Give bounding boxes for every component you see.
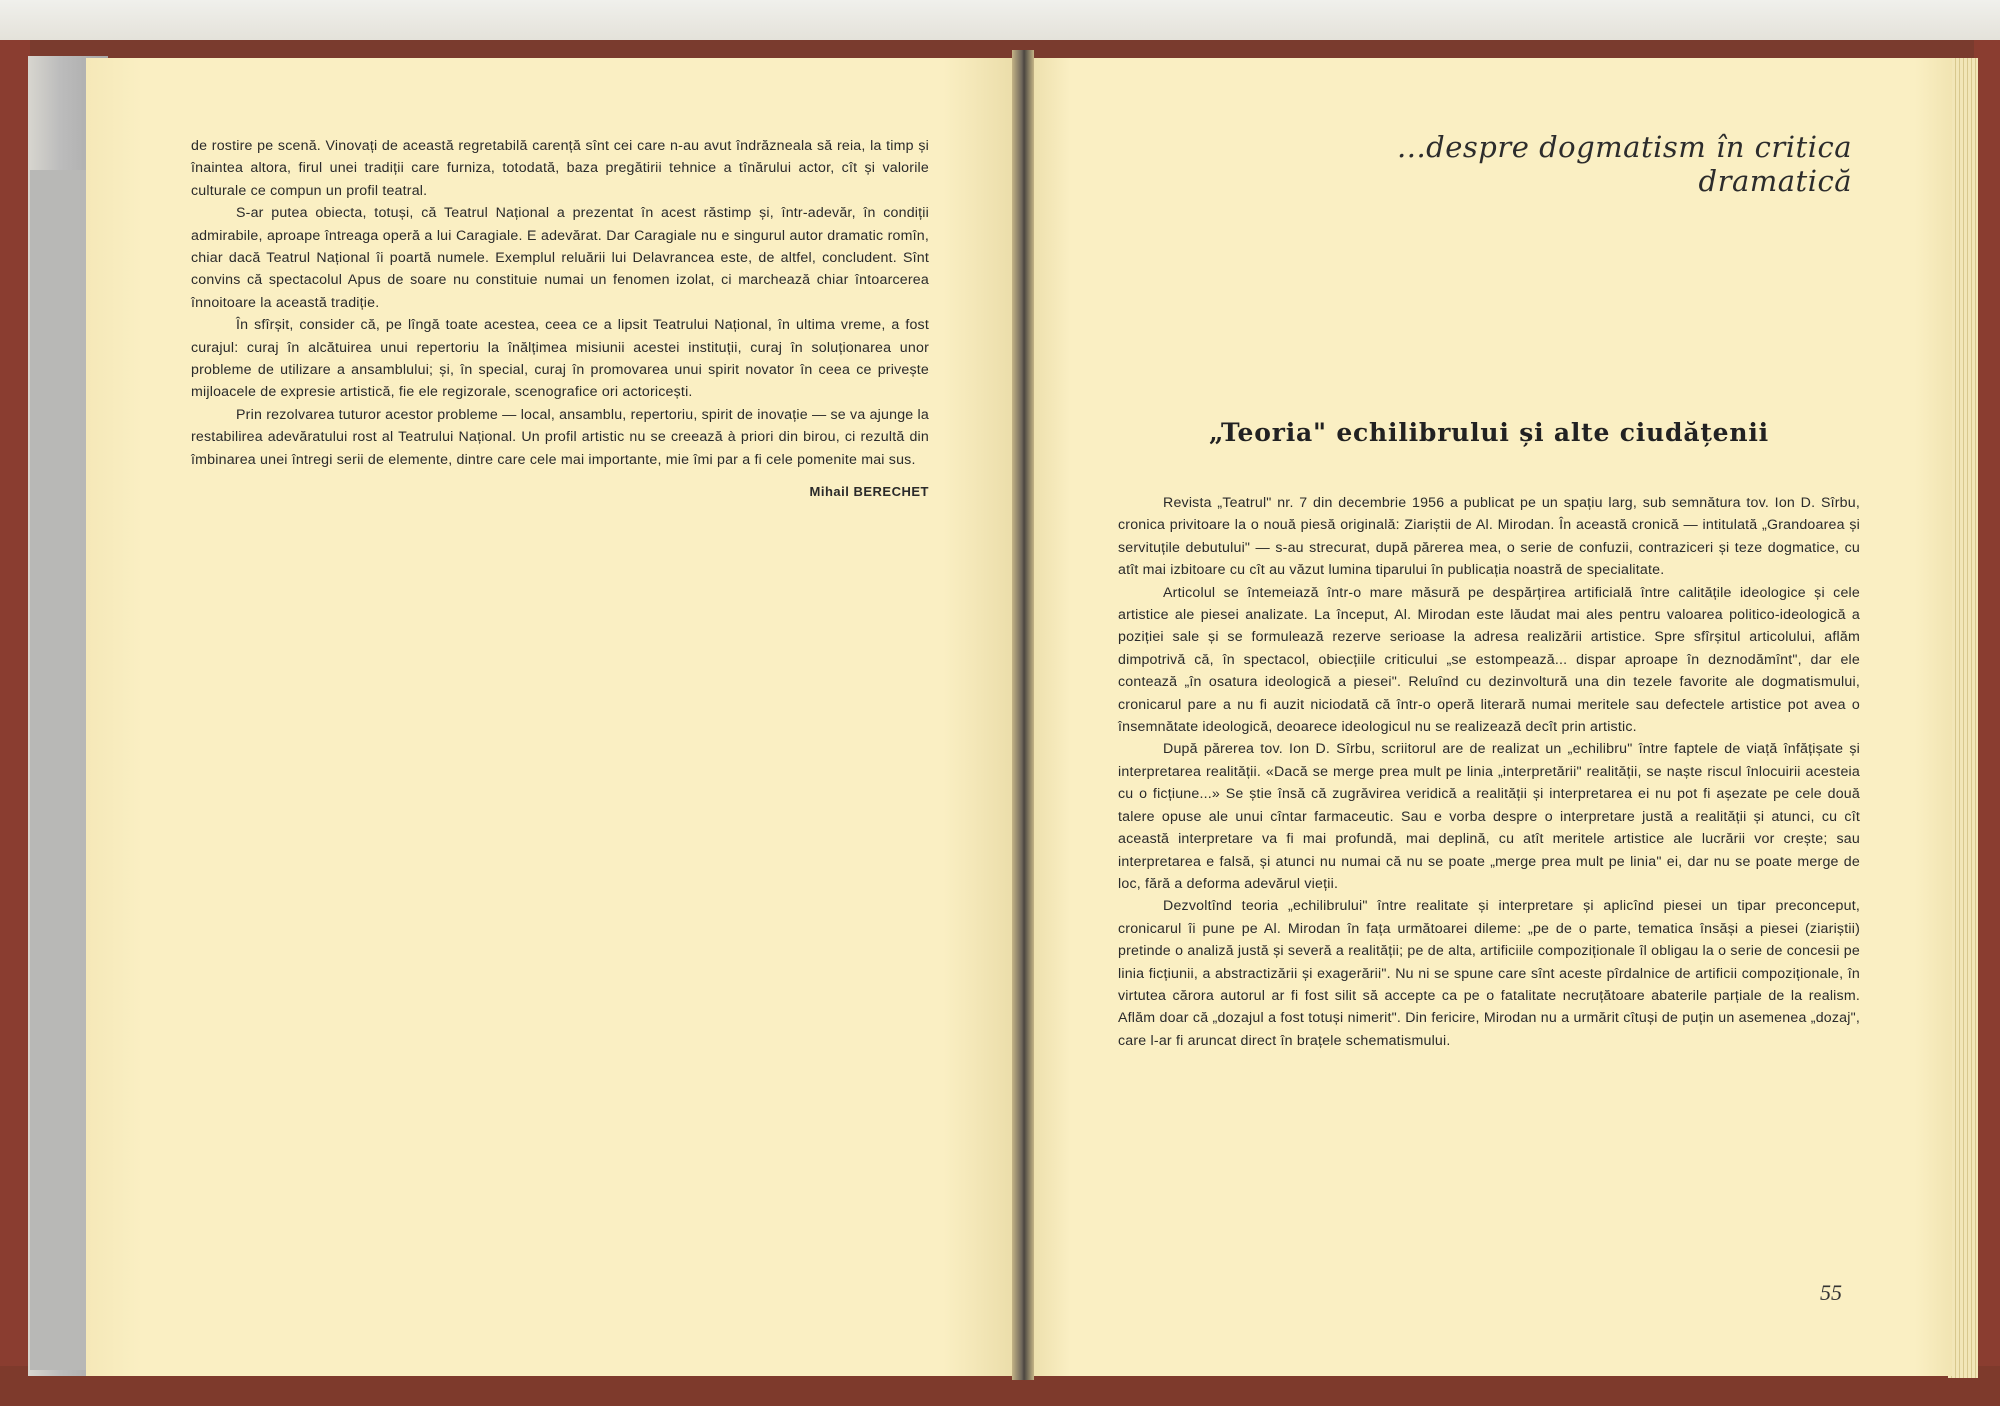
right-paragraph: După părerea tov. Ion D. Sîrbu, scriitorul are de realizat un „echilibru" între faptele de viață înfățișate și interpretarea realității. «Dacă se merge prea mult pe linia „interpretării" realității, se naște riscul înlocuirii acesteia cu o ficțiune...» Se știe însă că zugrăvirea veridică a realității și interpretarea ei nu pot fi așezate pe cele două talere opuse ale unui cîntar farmaceutic. Sau e vorba despre o interpretare justă a realității și atunci, cu cît această interpretare va fi mai profundă, mai deplină, cu atît meritele artistice ale lucrării vor crește; sau interpretarea e falsă, și atunci nu numai că nu se poate „merge prea mult pe linia" ei, dar nu se poate merge de loc, fără a deforma adevărul vieții. [1118, 741, 1860, 892]
page-number: 55 [1820, 1280, 1842, 1305]
underlying-page-strip [30, 170, 88, 1370]
book-binding-top [0, 0, 2000, 40]
left-page-text [191, 135, 929, 504]
article-title: „Teoria" echilibrului și alte ciudățenii [1209, 418, 1769, 447]
page-edges-right [1948, 58, 1978, 1378]
right-paragraph: Revista „Teatrul" nr. 7 din decembrie 1956 a publicat pe un spațiu larg, sub semnătura tov. Ion D. Sîrbu, cronica privitoare la o nouă piesă originală: Ziariștii de Al. Mirodan. În această cronică — intitulată „Grandoarea și servituțile debutului" — s-au strecurat, după părerea mea, o serie de confuzii, contraziceri și teze dogmatice, cu atît mai izbitoare cu cît au văzut lumina tiparului în publicația noastră de specialitate. [1118, 495, 1860, 579]
author-signature: Mihail BERECHET [809, 484, 929, 500]
right-paragraph: Dezvoltînd teoria „echilibrului" între realitate și interpretare și aplicînd piesei un tipar preconceput, cronicarul îi pune pe Al. Mirodan în fața următoarei dileme: „pe de o parte, tematica însăși a piesei (ziariștii) pretinde o analiză justă și severă a realității; pe de alta, artificiile compoziționale îl obligau la o serie de concesii pe linia ficțiunii, a abstractizării și exagerării". Nu ni se spune care sînt aceste pîrdalnice de artificii compoziționale, în virtutea cărora autorul ar fi fost silit să accepte ca pe o fatalitate necruțătoare abaterile parțiale de la realism. Aflăm doar că „dozajul a fost totuși nimerit". Din fericire, Mirodan nu a urmărit cîtuși de puțin un asemenea „dozaj", care l-ar fi aruncat direct în brațele schematismului. [1118, 898, 1860, 1049]
left-paragraph: de rostire pe scenă. Vinovați de această regretabilă carență sînt cei care n-au avut îndrăzneala să reia, la timp și înaintea altora, firul unei tradiții care furniza, totodată, baza pregătirii tehnice a tînărului actor, cît și valorile culturale ce compun un profil teatral. [191, 138, 929, 199]
left-paragraph: În sfîrșit, consider că, pe lîngă toate acestea, ceea ce a lipsit Teatrului Național, în ultima vreme, a fost curajul: curaj în alcătuirea unui repertoriu la înălțimea misiunii acestei instituții, curaj în soluționarea unor probleme de utilizare a ansamblului; și, în special, curaj în promovarea unui spirit novator în ceea ce privește mijloacele de expresie artistică, fie ele regizorale, scenografice ori actoricești. [191, 317, 929, 401]
right-paragraph: Articolul se întemeiază într-o mare măsură pe despărțirea artificială între calitățile ideologice și cele artistice ale piesei analizate. La început, Al. Mirodan este lăudat mai ales pentru valoarea politico-ideologică a poziției sale și se formulează rezerve serioase la adresa realizării artistice. Spre sfîrșitul articolului, aflăm dimpotrivă că, în spectacol, obiecțiile criticului „se estompează... dispar aproape în deznodămînt", dar ele contează „în osatura ideologică a piesei". Reluînd cu dezinvoltură una din tezele favorite ale dogmatismului, cronicarul pare a nu fi auzit niciodată că într-o operă literară numai meritele sau defectele artistice pot avea o însemnătate ideologică, deoarece ideologicul nu se realizează decît prin artistic. [1118, 584, 1860, 736]
book-gutter [1012, 50, 1034, 1380]
left-paragraph: Prin rezolvarea tuturor acestor probleme — local, ansamblu, repertoriu, spirit de inovație — se va ajunge la restabilirea adevăratului rost al Teatrului Național. Un profil artistic nu se creează à priori din birou, ci rezultă din îmbinarea unei întregi serii de elemente, dintre care cele mai importante, mie îmi par a fi cele pomenite mai sus. [191, 406, 929, 468]
left-paragraph: S-ar putea obiecta, totuși, că Teatrul Național a prezentat în acest răstimp și, într-adevăr, în condiții admirabile, aproape întreaga operă a lui Caragiale. E adevărat. Dar Caragiale nu e singurul autor dramatic romîn, chiar dacă Teatrul Național îi poartă numele. Exemplul reluării lui Delavrancea este, de altfel, concludent. Sînt convins că spectacolul Apus de soare nu constituie numai un fenomen izolat, ci marchează chiar întoarcerea înnoitoare la această tradiție. [191, 205, 929, 311]
running-head: ...despre dogmatism în critica dramatică [1397, 130, 1852, 198]
book-cover-left [0, 40, 30, 1406]
right-page-text [1118, 492, 1860, 1052]
